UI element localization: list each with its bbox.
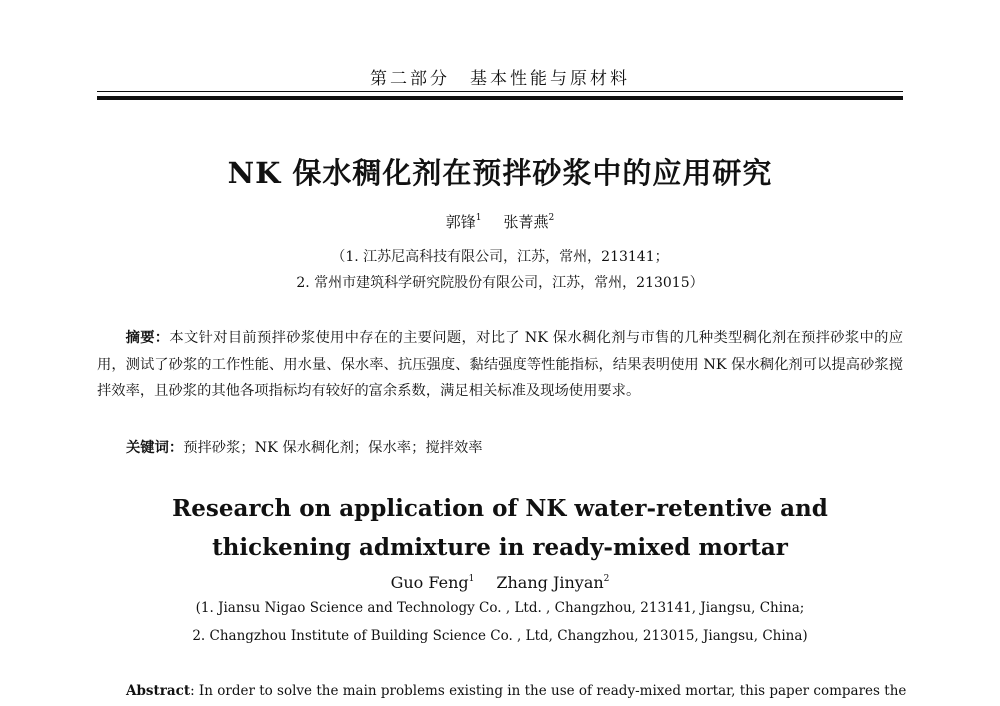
abstract-en-label: Abstract: [126, 683, 191, 699]
paper-title-en-line-2: thickening admixture in ready-mixed mortar: [212, 534, 788, 561]
abstract-en-colon: :: [190, 683, 195, 699]
abstract-cn: [97, 325, 903, 405]
affiliation-en-line-2: 2. Changzhou Institute of Building Science Co. , Ltd, Changzhou, 213015, Jiangsu, China): [192, 628, 808, 644]
author-1-name-en: Guo Feng: [390, 573, 469, 592]
abstract-en-text: In order to solve the main problems existing in the use of ready-mixed mortar, this paper compares the: [194, 683, 907, 699]
paper-title-en-line-1: Research on application of NK water-retentive and: [172, 495, 828, 522]
author-2-name-en: Zhang Jinyan: [496, 573, 604, 592]
affiliation-en-line-1: (1. Jiansu Nigao Science and Technology Co. , Ltd. , Changzhou, 213141, Jiangsu, China;: [195, 600, 805, 616]
affiliation-cn-line-1: （1. 江苏尼高科技有限公司，江苏，常州，213141；: [331, 249, 669, 265]
author-1-mark-cn: 1: [475, 213, 482, 223]
authors-en: [0, 573, 1000, 592]
author-1-mark-en: 1: [468, 574, 475, 584]
affiliation-cn-line-2: 2. 常州市建筑科学研究院股份有限公司，江苏，常州，213015）: [296, 275, 704, 291]
keywords-cn: [126, 437, 483, 457]
header-rule-thin: [97, 91, 903, 92]
abstract-cn-label: 摘要：: [125, 330, 170, 346]
section-header: 第二部分 基本性能与原材料: [370, 69, 630, 89]
author-2-name-cn: 张菁燕: [503, 213, 549, 231]
abstract-en: [126, 683, 906, 699]
author-2-mark-en: 2: [603, 574, 610, 584]
keywords-cn-text: 预拌砂浆；NK 保水稠化剂；保水率；搅拌效率: [183, 440, 483, 456]
authors-cn: [0, 211, 1000, 232]
author-1-name-cn: 郭锋: [445, 213, 476, 231]
abstract-cn-text: 本文针对目前预拌砂浆使用中存在的主要问题，对比了 NK 保水稠化剂与市售的几种类型稠化剂在预拌砂浆中的应用，测试了砂浆的工作性能、用水量、保水率、抗压强度、黏结强度等性能指标，结果表明使用 NK 保水稠化剂可以提高砂浆搅拌效率，且砂浆的其他各项指标均有较好的富余系数，满足相关标准及现场使用要求。: [97, 330, 903, 399]
header-rule-thick: [97, 96, 903, 100]
keywords-cn-label: 关键词：: [126, 440, 184, 456]
paper-title-cn: NK 保水稠化剂在预拌砂浆中的应用研究: [227, 156, 773, 190]
author-2-mark-cn: 2: [548, 213, 555, 223]
